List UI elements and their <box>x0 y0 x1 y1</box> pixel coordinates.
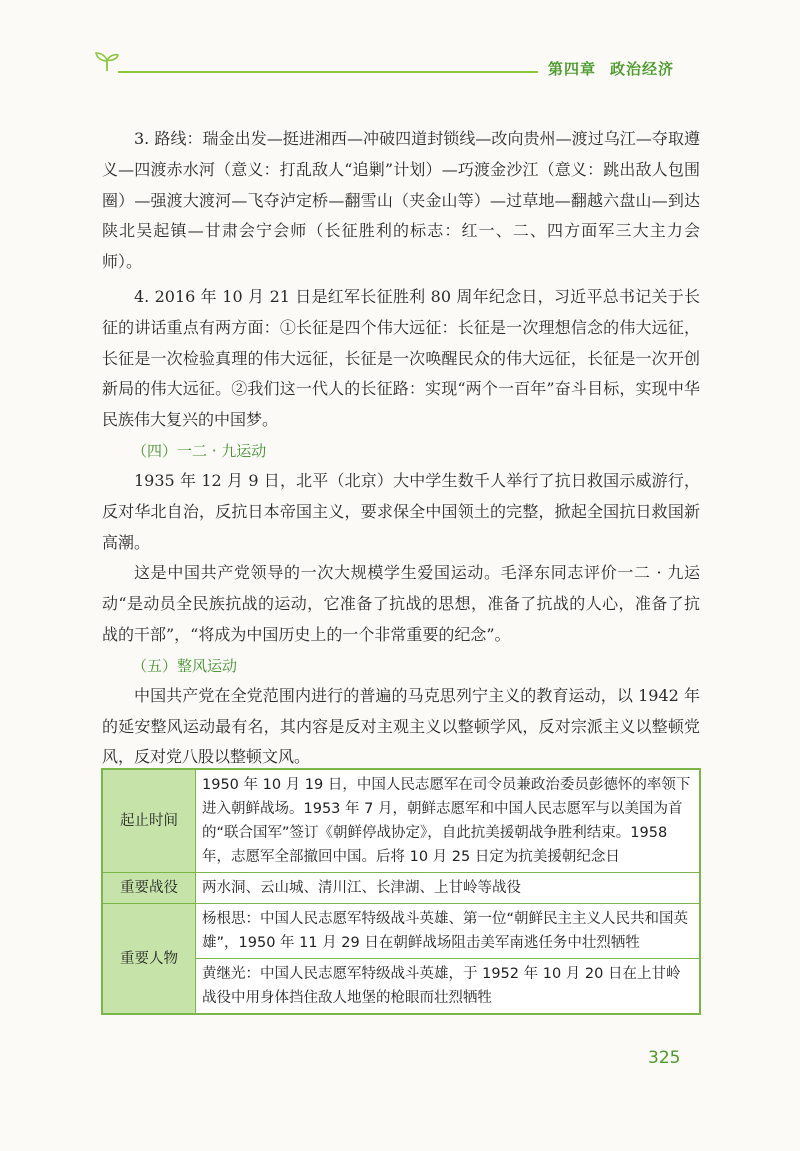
row-label-period: 起止时间 <box>102 769 196 873</box>
chapter-number: 第四章 <box>548 60 597 78</box>
section-heading-zhengfeng: （五）整风运动 <box>132 656 238 675</box>
paragraph-129-b: 这是中国共产党领导的一次大规模学生爱国运动。毛泽东同志评价一二 · 九运动“是动员全民族抗战的运动，它准备了抗战的思想，准备了抗战的人心，准备了抗战的干部”，“将成为中国历史上的一个非常重要的纪念”。 <box>102 563 700 644</box>
section-heading-129: （四）一二 · 九运动 <box>132 441 267 460</box>
page-header <box>0 0 800 90</box>
page-number: 325 <box>648 1048 681 1068</box>
paragraph-speech: 4. 2016 年 10 月 21 日是红军长征胜利 80 周年纪念日，习近平总书记关于长征的讲话重点有两方面：①长征是四个伟大远征：长征是一次理想信念的伟大远征，长征是一次检验真理的伟大远征，长征是一次唤醒民众的伟大远征，长征是一次开创新局的伟大远征。②我们这一代人的长征路：实现“两个一百年”奋斗目标，实现中华民族伟大复兴的中国梦。 <box>102 286 700 430</box>
chapter-heading <box>548 58 674 79</box>
sprout-icon <box>94 50 120 72</box>
row-text-battles: 两水洞、云山城、清川江、长津湖、上甘岭等战役 <box>196 873 701 904</box>
row-label-people: 重要人物 <box>102 904 196 1015</box>
header-rule <box>118 71 538 73</box>
kangmei-table <box>101 768 701 1015</box>
table-row <box>102 769 700 873</box>
table-row <box>102 904 700 959</box>
row-text-yang-gensi: 杨根思：中国人民志愿军特级战斗英雄、第一位“朝鲜民主主义人民共和国英雄”，1950 年 11 月 29 日在朝鲜战场阻击美军南逃任务中壮烈牺牲 <box>196 904 701 959</box>
paragraph-129-a: 1935 年 12 月 9 日，北平（北京）大中学生数千人举行了抗日救国示威游行，反对华北自治，反抗日本帝国主义，要求保全中国领土的完整，掀起全国抗日救国新高潮。 <box>102 470 700 552</box>
page-body <box>102 124 700 803</box>
row-text-huang-jiguang: 黄继光：中国人民志愿军特级战斗英雄，于 1952 年 10 月 20 日在上甘岭战役中用身体挡住敌人地堡的枪眼而壮烈牺牲 <box>196 959 701 1015</box>
paragraph-route: 3. 路线：瑞金出发—挺进湘西—冲破四道封锁线—改向贵州—渡过乌江—夺取遵义—四渡赤水河（意义：打乱敌人“追剿”计划）—巧渡金沙江（意义：跳出敌人包围圈）—强渡大渡河—飞夺泸定桥—翻雪山（夹金山等）—过草地—翻越六盘山—到达陕北吴起镇—甘肃会宁会师（长征胜利的标志：红一、二、四方面军三大主力会师）。 <box>102 129 700 272</box>
row-text-period: 1950 年 10 月 19 日，中国人民志愿军在司令员兼政治委员彭德怀的率领下进入朝鲜战场。1953 年 7 月，朝鲜志愿军和中国人民志愿军与以美国为首的“联合国军”签订《朝鲜停战协定》，自此抗美援朝战争胜利结束。1958 年，志愿军全部撤回中国。后将 10 月 25 日定为抗美援朝纪念日 <box>196 769 701 873</box>
chapter-title: 政治经济 <box>610 60 675 78</box>
paragraph-zhengfeng: 中国共产党在全党范围内进行的普遍的马克思列宁主义的教育运动，以 1942 年的延安整风运动最有名，其内容是反对主观主义以整顿学风，反对宗派主义以整顿党风，反对党八股以整顿文风。 <box>102 685 700 767</box>
row-label-battles: 重要战役 <box>102 873 196 904</box>
table-row <box>102 873 700 904</box>
